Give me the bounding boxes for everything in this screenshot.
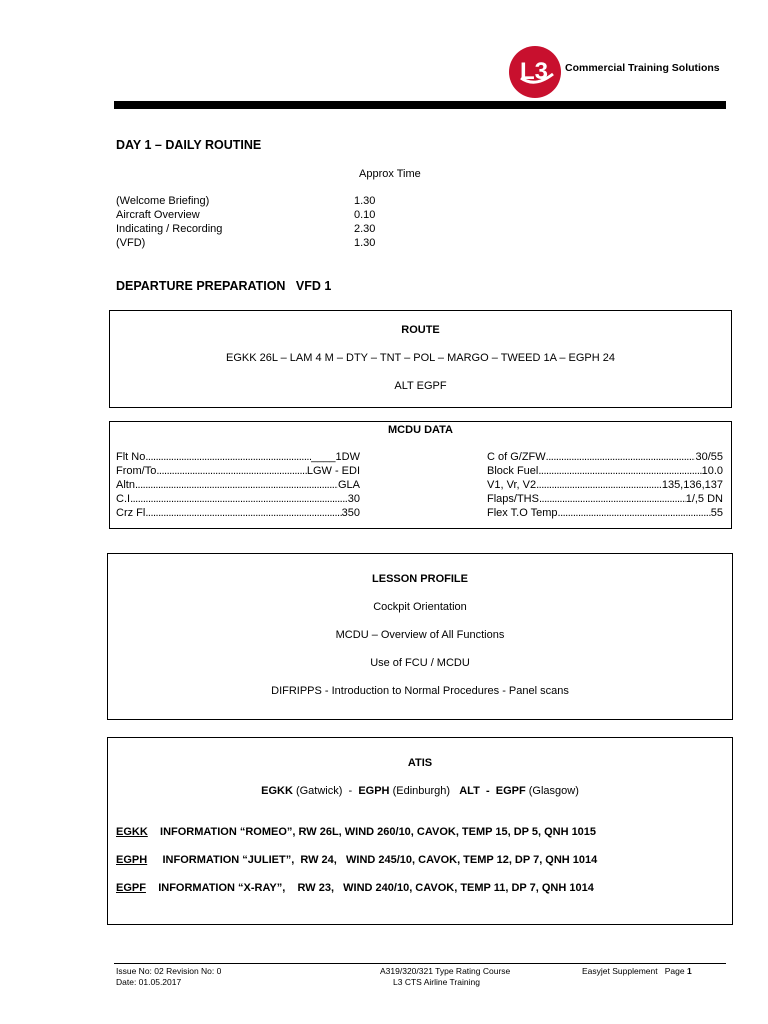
separator: - (348, 785, 353, 797)
mcdu-value: 1/,5 DN (685, 493, 723, 505)
mcdu-label: Crz Fl (116, 507, 146, 519)
mcdu-box (109, 421, 732, 529)
mcdu-row-crz-fl (116, 506, 360, 520)
mcdu-value: 30/55 (695, 451, 723, 463)
mcdu-row-ci (116, 492, 360, 506)
mcdu-value: ____1DW (311, 451, 360, 463)
footer-page-label: Page (664, 966, 685, 976)
report-code: EGPF (116, 882, 146, 894)
lesson-item: MCDU – Overview of All Functions (335, 629, 505, 641)
logo-text: L3 (520, 58, 549, 85)
mcdu-value: 350 (341, 507, 360, 519)
lesson-profile-box (107, 553, 733, 720)
footer-rule (114, 963, 726, 964)
atis-report-row (116, 853, 597, 867)
route-box (109, 310, 732, 408)
mcdu-value: 10.0 (701, 465, 723, 477)
departure-title: DEPARTURE PREPARATION VFD 1 (116, 279, 332, 293)
lesson-item: Cockpit Orientation (373, 601, 467, 613)
mcdu-label: C.I (116, 493, 131, 505)
mcdu-row-flaps-ths (487, 492, 723, 506)
atis-report-row (116, 881, 594, 895)
airport-code: EGPF (495, 785, 526, 797)
mcdu-label: Altn (116, 479, 135, 491)
mcdu-value: 30 (347, 493, 360, 505)
route-path: EGKK 26L – LAM 4 M – DTY – TNT – POL – MARGO – TWEED 1A – EGPH 24 (225, 352, 616, 364)
atis-title: ATIS (407, 757, 433, 769)
company-logo (507, 44, 727, 104)
footer-page-number: 1 (686, 966, 692, 976)
mcdu-left-column (116, 450, 360, 520)
mcdu-row-flt-no (116, 450, 360, 464)
airport-code: EGKK (261, 785, 293, 797)
day-title: DAY 1 – DAILY ROUTINE (116, 138, 262, 152)
mcdu-value: GLA (337, 479, 360, 491)
mcdu-label: V1, Vr, V2 (487, 479, 537, 491)
footer-org: L3 CTS Airline Training (393, 977, 480, 987)
route-title: ROUTE (401, 324, 440, 336)
footer-course: A319/320/321 Type Rating Course (380, 966, 511, 976)
lesson-title: LESSON PROFILE (372, 573, 468, 585)
report-text: INFORMATION “X-RAY”, RW 23, WIND 240/10, CAVOK, TEMP 11, DP 7, QNH 1014 (158, 882, 594, 894)
mcdu-label: From/To (116, 465, 157, 477)
mcdu-value: 135,136,137 (661, 479, 723, 491)
atis-box (107, 737, 733, 925)
l3-logo-icon (507, 44, 567, 104)
report-code: EGKK (116, 826, 148, 838)
time-header: Approx Time (359, 168, 421, 180)
mcdu-label: Flaps/THS (487, 493, 539, 505)
separator: - (485, 785, 490, 797)
airport-name: (Gatwick) (295, 785, 343, 797)
routine-item-time: 0.10 (354, 209, 376, 221)
routine-item-label: Indicating / Recording (116, 223, 223, 235)
mcdu-label: Flex T.O Temp (487, 507, 558, 519)
mcdu-right-column (487, 450, 723, 520)
lesson-item: DIFRIPPS - Introduction to Normal Procedures - Panel scans (271, 685, 569, 697)
lesson-item: Use of FCU / MCDU (370, 657, 470, 669)
atis-airports-line (108, 784, 732, 798)
footer-page-info (582, 966, 692, 977)
brand-name: Commercial Training Solutions (565, 62, 720, 74)
airport-code: EGPH (358, 785, 390, 797)
mcdu-title: MCDU DATA (388, 424, 453, 436)
mcdu-row-altn (116, 478, 360, 492)
footer-supplement: Easyjet Supplement (582, 966, 658, 976)
mcdu-label: C of G/ZFW (487, 451, 546, 463)
report-code: EGPH (116, 854, 148, 866)
report-text: INFORMATION “JULIET”, RW 24, WIND 245/10, CAVOK, TEMP 12, DP 7, QNH 1014 (162, 854, 598, 866)
footer-date: Date: 01.05.2017 (116, 977, 182, 987)
routine-item-time: 1.30 (354, 237, 376, 249)
mcdu-value: 55 (710, 507, 723, 519)
airport-name: (Edinburgh) (392, 785, 451, 797)
routine-item-label: Aircraft Overview (116, 209, 200, 221)
airport-name: (Glasgow) (528, 785, 579, 797)
routine-item-time: 2.30 (354, 223, 376, 235)
alt-label: ALT (459, 785, 480, 797)
routine-item-time: 1.30 (354, 195, 376, 207)
footer-issue: Issue No: 02 Revision No: 0 (116, 966, 222, 976)
mcdu-row-v-speeds (487, 478, 723, 492)
header-rule (114, 101, 726, 109)
atis-report-row (116, 825, 596, 839)
routine-item-label: (VFD) (116, 237, 146, 249)
report-text: INFORMATION “ROMEO”, RW 26L, WIND 260/10, CAVOK, TEMP 15, DP 5, QNH 1015 (160, 826, 597, 838)
routine-item-label: (Welcome Briefing) (116, 195, 210, 207)
mcdu-row-from-to (116, 464, 360, 478)
route-alternate: ALT EGPF (394, 380, 447, 392)
mcdu-label: Block Fuel (487, 465, 539, 477)
mcdu-value: LGW - EDI (306, 465, 360, 477)
mcdu-row-block-fuel (487, 464, 723, 478)
mcdu-row-cg-zfw (487, 450, 723, 464)
mcdu-row-flex-temp (487, 506, 723, 520)
mcdu-label: Flt No (116, 451, 146, 463)
